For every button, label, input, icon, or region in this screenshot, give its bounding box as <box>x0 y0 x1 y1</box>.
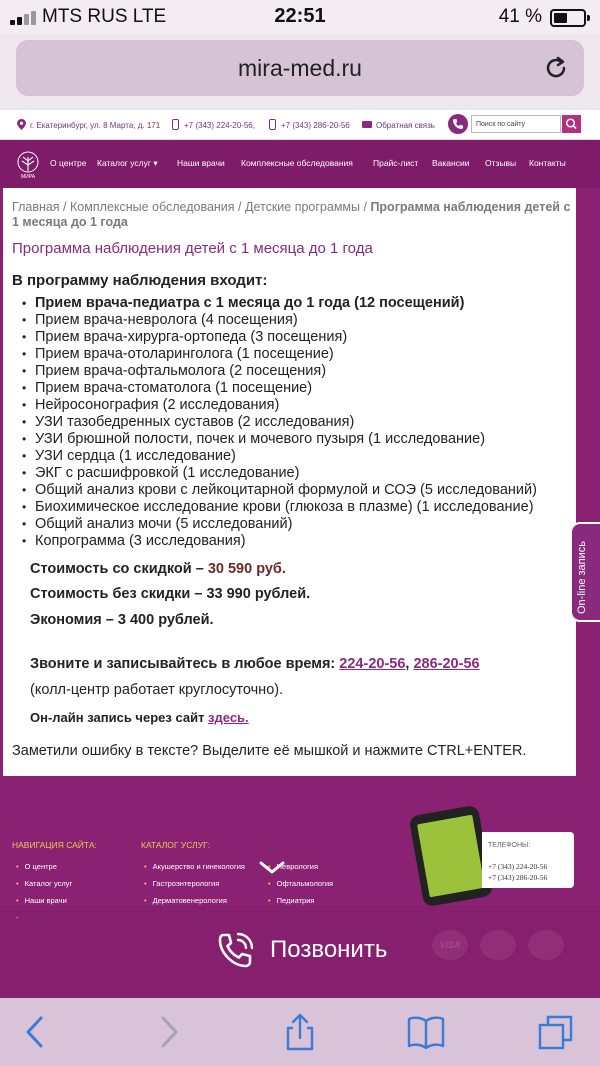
list-item: • Общий анализ крови с лейкоцитарной формулой и СОЭ (5 исследований) <box>20 482 580 499</box>
list-item: • Прием врача-стоматолога (1 посещение) <box>20 380 580 397</box>
call-phone-1[interactable]: 224-20-56 <box>339 656 406 672</box>
footer-catalog-item[interactable]: • Гастроэнтерология <box>144 879 219 888</box>
carrier-label: MTS RUS LTE <box>42 6 167 27</box>
online-booking-link[interactable]: здесь. <box>208 710 249 725</box>
program-intro: В программу наблюдения входит: <box>12 272 268 289</box>
nav-item-reviews[interactable]: Отзывы <box>485 158 517 168</box>
status-bar <box>0 0 600 34</box>
savings: Экономия – 3 400 рублей. <box>30 612 214 628</box>
list-item: • Прием врача-хирурга-ортопеда (3 посещения) <box>20 329 580 346</box>
footer-nav-item[interactable]: • Каталог услуг <box>16 879 72 888</box>
list-item: • УЗИ тазобедренных суставов (2 исследования) <box>20 414 580 431</box>
breadcrumb-home[interactable]: Главная <box>12 200 60 214</box>
browser-toolbar <box>0 998 600 1066</box>
breadcrumb-sep: / <box>360 200 371 214</box>
share-icon[interactable] <box>280 1012 320 1052</box>
nav-item-vacancies[interactable]: Вакансии <box>432 158 470 168</box>
call-button-label: Позвонить <box>270 936 388 963</box>
footer-nav-item[interactable]: • Наши врачи <box>16 896 67 905</box>
tabs-icon[interactable] <box>536 1012 576 1052</box>
footer-catalog-item[interactable]: • Офтальмология <box>268 879 333 888</box>
battery-percent: 41 % <box>498 6 542 27</box>
footer-phones-box <box>482 832 574 888</box>
program-list <box>20 295 580 550</box>
site-info-bar <box>0 110 600 140</box>
error-report-note: Заметили ошибку в тексте? Выделите её мышкой и нажмите CTRL+ENTER. <box>12 743 527 759</box>
online-booking-tab-label: On-line запись <box>576 540 588 614</box>
mobile-phone-icon <box>269 119 276 130</box>
breadcrumb-kids[interactable]: Детские программы <box>244 200 361 214</box>
nav-item-about[interactable]: О центре <box>50 158 87 168</box>
list-item: • Копрограмма (3 исследования) <box>20 533 580 550</box>
nav-item-prices[interactable]: Прайс-лист <box>373 158 419 168</box>
footer-phone-2[interactable]: +7 (343) 286-20-56 <box>488 873 548 882</box>
price-discount <box>30 561 286 577</box>
list-item: • УЗИ брюшной полости, почек и мочевого пузыря (1 исследование) <box>20 431 580 448</box>
site-address: г. Екатеринбург, ул. 8 Марта, д. 171 <box>30 121 161 130</box>
mail-icon <box>362 121 372 128</box>
footer-catalog-item[interactable]: • Неврология <box>268 862 318 871</box>
back-icon[interactable] <box>16 1012 56 1052</box>
forward-icon[interactable] <box>148 1012 188 1052</box>
online-booking <box>30 710 249 725</box>
page-title: Программа наблюдения детей с 1 месяца до 1 года <box>12 240 373 257</box>
breadcrumb-checkups[interactable]: Комплексные обследования <box>70 200 235 214</box>
chevron-down-icon[interactable] <box>258 860 286 876</box>
call-label: Звоните и записывайтесь в любое время: <box>30 656 340 672</box>
bookmarks-icon[interactable] <box>406 1012 446 1052</box>
nav-item-checkups[interactable]: Комплексные обследования <box>241 158 353 168</box>
call-comma: , <box>405 656 414 672</box>
feedback-link[interactable]: Обратная связь <box>376 121 435 130</box>
reload-icon[interactable] <box>542 54 570 82</box>
breadcrumb-current: Программа наблюдения детей с 1 месяца до 1 года <box>12 200 571 229</box>
url-text: mira-med.ru <box>238 55 362 81</box>
site-search-button[interactable] <box>562 115 581 133</box>
footer-nav-item[interactable]: • О центре <box>16 862 57 871</box>
battery-icon <box>550 9 586 27</box>
site-search-input[interactable]: Поиск по сайту <box>471 115 561 133</box>
footer-catalog-item[interactable]: • Акушерство и гинекология <box>144 862 245 871</box>
price-discount-label: Стоимость со скидкой – <box>30 561 208 577</box>
call-button[interactable] <box>0 906 600 996</box>
call-center-note: (колл-центр работает круглосуточно). <box>30 682 284 698</box>
footer-catalog-item[interactable]: • Дерматовенерология <box>144 896 227 905</box>
footer-nav-heading: НАВИГАЦИЯ САЙТА: <box>12 840 97 850</box>
nav-item-doctors[interactable]: Наши врачи <box>177 158 225 168</box>
phone-icon <box>214 928 258 972</box>
price-discount-value: 30 590 руб. <box>207 561 286 577</box>
clock: 22:51 <box>274 5 326 27</box>
callback-button[interactable] <box>448 114 468 134</box>
list-item: • Биохимическое исследование крови (глюкоза в плазме) (1 исследование) <box>20 499 580 516</box>
site-phone-1[interactable]: +7 (343) 224-20-56, <box>184 121 255 130</box>
list-item: • Прием врача-отоларинголога (1 посещение) <box>20 346 580 363</box>
breadcrumb-sep: / <box>59 200 70 214</box>
list-item: • Прием врача-офтальмолога (2 посещения) <box>20 363 580 380</box>
phone-icon <box>448 114 468 134</box>
footer-phone-1[interactable]: +7 (343) 224-20-56 <box>488 862 548 871</box>
list-item: • УЗИ сердца (1 исследование) <box>20 448 580 465</box>
breadcrumb <box>12 200 577 230</box>
logo-text: МИРА <box>20 174 36 180</box>
search-icon <box>562 115 581 133</box>
list-item: • ЭКГ с расшифровкой (1 исследование) <box>20 465 580 482</box>
call-line <box>30 656 480 672</box>
list-item: • Прием врача-педиатра с 1 месяца до 1 года (12 посещений) <box>20 295 580 312</box>
nav-item-contacts[interactable]: Контакты <box>529 158 566 168</box>
footer-phones-label: ТЕЛЕФОНЫ: <box>488 842 531 849</box>
list-item: • Прием врача-невролога (4 посещения) <box>20 312 580 329</box>
footer-catalog-item[interactable]: • Педиатрия <box>268 896 314 905</box>
call-phone-2[interactable]: 286-20-56 <box>413 656 480 672</box>
nav-item-catalog[interactable]: Каталог услуг ▾ <box>97 158 158 168</box>
location-pin-icon <box>17 119 26 130</box>
site-phone-2[interactable]: +7 (343) 286-20-56 <box>281 121 350 130</box>
mobile-phone-icon <box>172 119 179 130</box>
online-booking-tab[interactable] <box>570 522 600 622</box>
list-item: • Нейросонография (2 исследования) <box>20 397 580 414</box>
footer-catalog-heading: КАТАЛОГ УСЛУГ: <box>141 840 211 850</box>
main-nav <box>0 140 600 188</box>
online-label: Он-лайн запись через сайт <box>30 710 209 725</box>
list-item: • Общий анализ мочи (5 исследований) <box>20 516 580 533</box>
address-bar[interactable] <box>16 40 584 96</box>
breadcrumb-sep: / <box>234 200 245 214</box>
price-full: Стоимость без скидки – 33 990 рублей. <box>30 586 311 602</box>
